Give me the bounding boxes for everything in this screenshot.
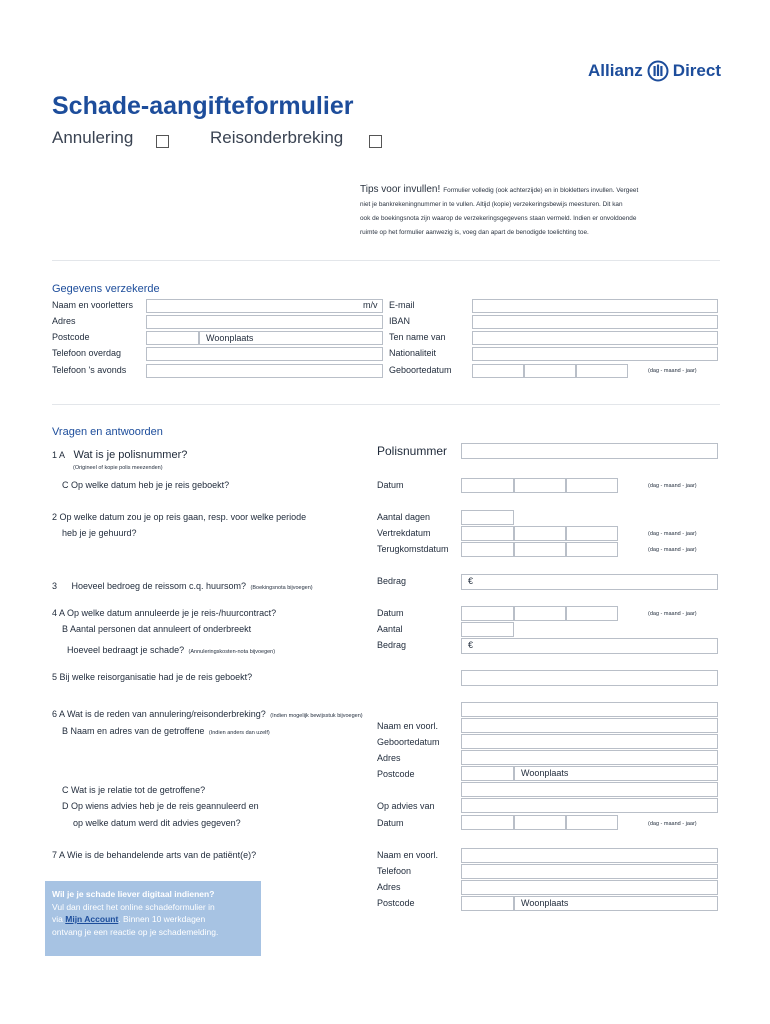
digital-callout-line-4: ontvang je een reactie op je schademelding. xyxy=(52,926,219,937)
allianz-direct-logo xyxy=(588,60,721,82)
digital-callout-heading: Wil je je schade liever digitaal indienen? xyxy=(52,889,215,899)
label-advice-date: Datum xyxy=(377,818,404,828)
input-return-month[interactable] xyxy=(514,542,566,557)
q4c: Hoeveel bedraagt je schade? (Annuleringskosten-nota bijvoegen) xyxy=(67,645,276,655)
input-name[interactable] xyxy=(146,299,383,313)
date-hint: (dag - maand - jaar) xyxy=(648,368,697,374)
q6a: 6 A Wat is de reden van annulering/reisonderbreking? (Indien mogelijk bewijsstuk bijvoegen) xyxy=(52,709,363,719)
input-spacer-row[interactable] xyxy=(461,798,718,813)
input-advice-year[interactable] xyxy=(566,815,618,830)
input-cancel-month[interactable] xyxy=(514,606,566,621)
q1c: C Op welke datum heb je je reis geboekt? xyxy=(62,480,230,490)
section-heading-insured: Gegevens verzekerde xyxy=(52,283,160,295)
input-doctor-name[interactable] xyxy=(461,848,718,863)
date-hint: (dag - maand - jaar) xyxy=(648,821,697,827)
input-woonplaats[interactable]: Woonplaats xyxy=(199,331,383,345)
input-phone-evening[interactable] xyxy=(146,364,383,378)
mijn-account-link[interactable]: Mijn Account xyxy=(65,914,119,924)
q3: 3 Hoeveel bedroeg de reissom c.q. huursom? (Boekingsnota bijvoegen) xyxy=(52,581,313,591)
input-damage-amount[interactable]: € xyxy=(461,638,718,654)
digital-callout xyxy=(45,881,261,956)
input-postcode[interactable] xyxy=(146,331,199,345)
label-doctor-name: Naam en voorl. xyxy=(377,850,439,860)
input-relation[interactable] xyxy=(461,782,718,797)
label-booking-date: Datum xyxy=(377,480,404,490)
input-cancel-year[interactable] xyxy=(566,606,618,621)
input-cancel-day[interactable] xyxy=(461,606,514,621)
tips-heading: Tips voor invullen! xyxy=(360,184,441,195)
label-damage-amount: Bedrag xyxy=(377,640,407,650)
label-affected-postcode: Postcode xyxy=(377,769,415,779)
q2-line-2: heb je je gehuurd? xyxy=(62,528,137,538)
input-affected-birthdate[interactable] xyxy=(461,734,718,749)
input-affected-address[interactable] xyxy=(461,750,718,765)
label-amount: Bedrag xyxy=(377,576,407,586)
label-affected-address: Adres xyxy=(377,753,401,763)
input-policy-number[interactable] xyxy=(461,443,718,459)
label-doctor-postcode: Postcode xyxy=(377,898,415,908)
label-postcode: Postcode xyxy=(52,332,90,342)
input-reason[interactable] xyxy=(461,702,718,717)
q7: 7 A Wie is de behandelende arts van de patiënt(e)? xyxy=(52,850,257,860)
input-booking-year[interactable] xyxy=(566,478,618,493)
input-affected-postcode[interactable] xyxy=(461,766,514,781)
logo-text-left: Allianz xyxy=(588,61,643,80)
label-in-name-of: Ten name van xyxy=(389,332,446,342)
input-phone-day[interactable] xyxy=(146,347,383,361)
label-affected-birthdate: Geboortedatum xyxy=(377,737,440,747)
input-amount[interactable]: € xyxy=(461,574,718,590)
label-name: Naam en voorletters xyxy=(52,300,134,310)
q4a: 4 A Op welke datum annuleerde je je reis-/huurcontract? xyxy=(52,608,277,618)
input-iban[interactable] xyxy=(472,315,718,329)
label-advice-of: Op advies van xyxy=(377,801,435,811)
input-return-year[interactable] xyxy=(566,542,618,557)
digital-callout-line-2: Vul dan direct het online schadeformulier in xyxy=(52,901,215,912)
tips-line-3: ook de boekingsnota zijn waarop de verzekeringsgegevens staan vermeld. Indien er onvoldoende xyxy=(360,215,637,222)
q1a: 1 A Wat is je polisnummer? xyxy=(52,449,188,461)
tips-block xyxy=(360,183,720,240)
label-doctor-address: Adres xyxy=(377,882,401,892)
input-doctor-postcode[interactable] xyxy=(461,896,514,911)
input-in-name-of[interactable] xyxy=(472,331,718,345)
label-nationality: Nationaliteit xyxy=(389,348,437,358)
option-reisonderbreking-label: Reisonderbreking xyxy=(210,128,344,147)
input-address[interactable] xyxy=(146,315,383,329)
input-departure-day[interactable] xyxy=(461,526,514,541)
date-hint: (dag - maand - jaar) xyxy=(648,547,697,553)
q6c: C Wat is je relatie tot de getroffene? xyxy=(62,785,206,795)
input-advice-month[interactable] xyxy=(514,815,566,830)
page-title: Schade-aangifteformulier xyxy=(52,92,354,120)
logo-text-right: Direct xyxy=(672,61,721,80)
q4b: B Aantal personen dat annuleert of onderbreekt xyxy=(62,624,252,634)
date-hint: (dag - maand - jaar) xyxy=(648,531,697,537)
label-phone-day: Telefoon overdag xyxy=(52,348,122,358)
label-email: E-mail xyxy=(389,300,415,310)
tips-line-4: ruimte op het formulier aanwezig is, voeg dan apart de benodigde toelichting toe. xyxy=(360,229,589,236)
input-persons[interactable] xyxy=(461,622,514,637)
q6d-line-1: D Op wiens advies heb je de reis geannuleerd en xyxy=(62,801,259,811)
date-hint: (dag - maand - jaar) xyxy=(648,483,697,489)
input-departure-month[interactable] xyxy=(514,526,566,541)
input-birth-day[interactable] xyxy=(472,364,524,378)
input-affected-name[interactable] xyxy=(461,718,718,733)
label-days: Aantal dagen xyxy=(377,512,431,522)
label-mv: m/v xyxy=(363,300,378,310)
label-return: Terugkomstdatum xyxy=(377,544,449,554)
option-annulering-label: Annulering xyxy=(52,128,134,147)
divider xyxy=(52,260,720,261)
label-policy-number: Polisnummer xyxy=(377,444,448,458)
label-cancel-date: Datum xyxy=(377,608,404,618)
label-phone-evening: Telefoon 's avonds xyxy=(52,365,127,375)
input-birth-month[interactable] xyxy=(524,364,576,378)
q2-line-1: 2 Op welke datum zou je op reis gaan, resp. voor welke periode xyxy=(52,512,307,522)
input-departure-year[interactable] xyxy=(566,526,618,541)
q1a-note: (Origineel of kopie polis meezenden) xyxy=(73,465,163,471)
input-birth-year[interactable] xyxy=(576,364,628,378)
date-hint: (dag - maand - jaar) xyxy=(648,611,697,617)
section-heading-qa: Vragen en antwoorden xyxy=(52,426,163,438)
tips-line-2: niet je bankrekeningnummer in te vullen. Altijd (kopie) verzekeringsbewijs meesturen. Dit kan xyxy=(360,201,623,208)
label-departure: Vertrekdatum xyxy=(377,528,431,538)
input-advice-day[interactable] xyxy=(461,815,514,830)
q6d-line-2: op welke datum werd dit advies gegeven? xyxy=(73,818,241,828)
input-booking-month[interactable] xyxy=(514,478,566,493)
input-affected-woonplaats[interactable]: Woonplaats xyxy=(514,766,718,781)
option-annulering-checkbox[interactable] xyxy=(156,135,169,148)
label-birthdate: Geboortedatum xyxy=(389,365,452,375)
input-booking-day[interactable] xyxy=(461,478,514,493)
tips-line-1: Tips voor invullen! Formulier volledig (ook achterzijde) en in blokletters invullen. Vergeet xyxy=(360,184,639,195)
input-tour-operator[interactable] xyxy=(461,670,718,686)
input-doctor-woonplaats[interactable]: Woonplaats xyxy=(514,896,718,911)
label-affected-name: Naam en voorl. xyxy=(377,721,439,731)
q6b: B Naam en adres van de getroffene (Indien anders dan uzelf) xyxy=(62,726,270,736)
label-persons: Aantal xyxy=(377,624,403,634)
option-reisonderbreking-checkbox[interactable] xyxy=(369,135,382,148)
label-iban: IBAN xyxy=(389,316,411,326)
label-address: Adres xyxy=(52,316,76,326)
q5: 5 Bij welke reisorganisatie had je de reis geboekt? xyxy=(52,672,253,682)
input-doctor-phone[interactable] xyxy=(461,864,718,879)
input-nationality[interactable] xyxy=(472,347,718,361)
label-doctor-phone: Telefoon xyxy=(377,866,412,876)
input-doctor-address[interactable] xyxy=(461,880,718,895)
input-return-day[interactable] xyxy=(461,542,514,557)
allianz-eagle-icon xyxy=(647,60,669,82)
input-days[interactable] xyxy=(461,510,514,525)
input-email[interactable] xyxy=(472,299,718,313)
divider xyxy=(52,404,720,405)
digital-callout-line-3: via Mijn Account. Binnen 10 werkdagen xyxy=(52,914,206,924)
